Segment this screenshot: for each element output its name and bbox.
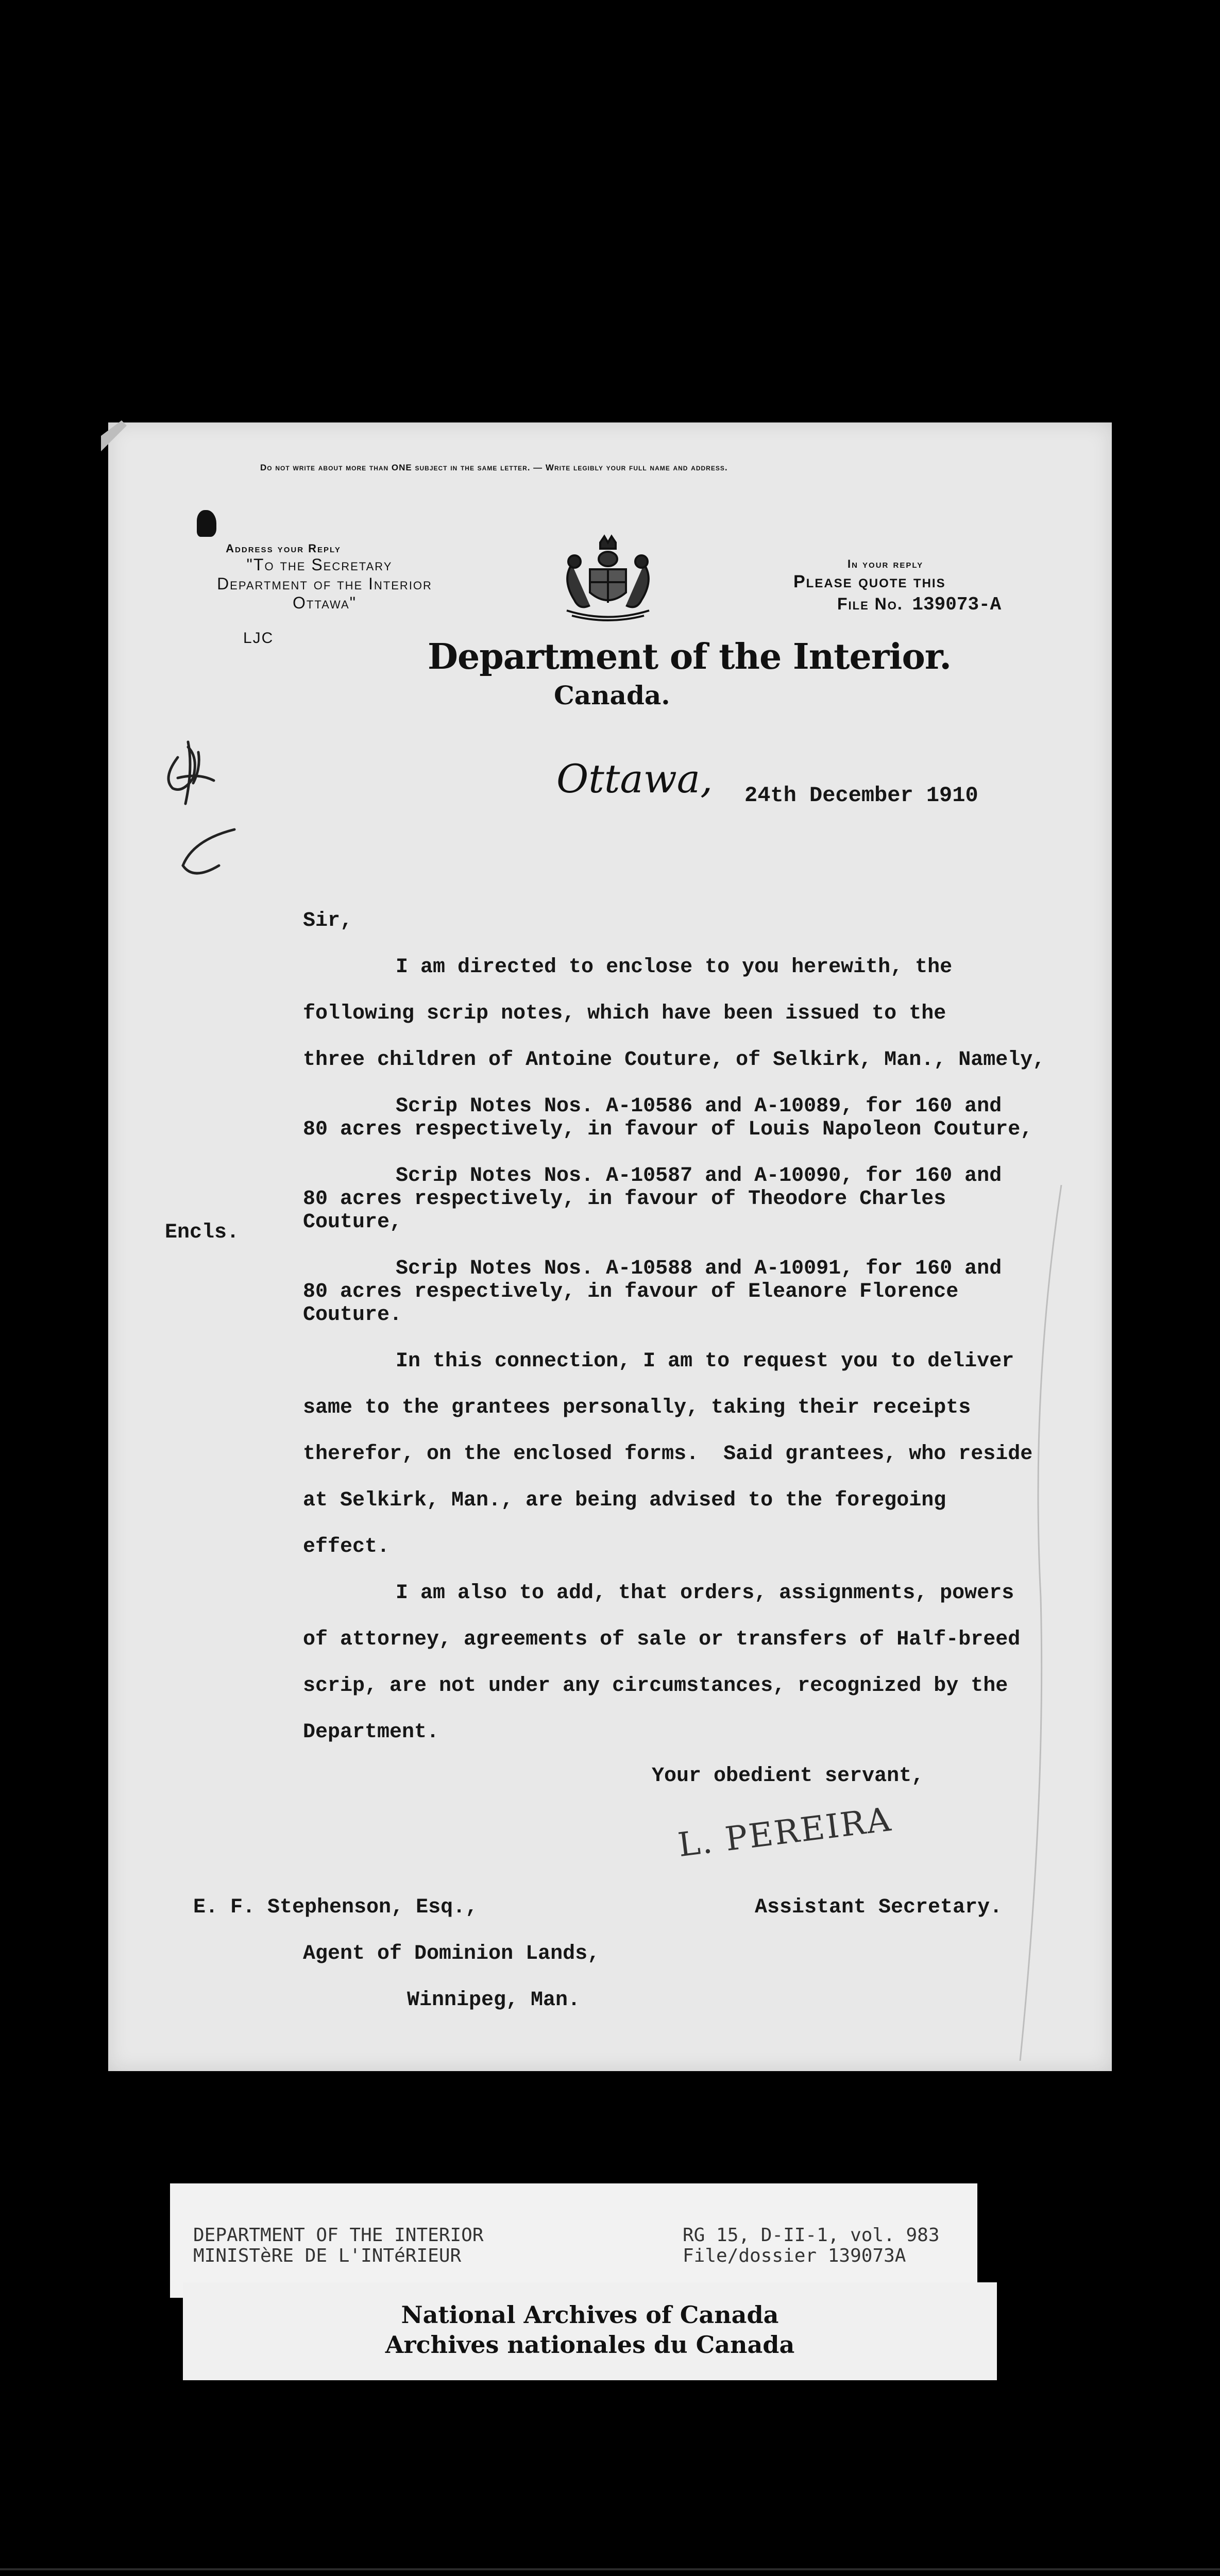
letter-date: 24th December 1910 bbox=[744, 783, 978, 808]
recipient-name: E. F. Stephenson, Esq., bbox=[193, 1896, 478, 1919]
archive-label-left-1: DEPARTMENT OF THE INTERIOR bbox=[193, 2225, 484, 2246]
letter-page bbox=[108, 422, 1112, 2071]
reply-line-2: Please quote this bbox=[793, 572, 946, 591]
archive-label-right-2: File/dossier 139073A bbox=[683, 2245, 906, 2266]
reply-block bbox=[793, 557, 1072, 615]
signer-title: Assistant Secretary. bbox=[755, 1896, 1003, 1919]
country-heading: Canada. bbox=[554, 680, 670, 710]
paragraph-2-line-5: effect. bbox=[303, 1535, 390, 1558]
address-block bbox=[165, 542, 484, 613]
address-initials: LJC bbox=[243, 630, 274, 647]
national-archives-label bbox=[183, 2282, 997, 2380]
closing: Your obedient servant, bbox=[652, 1765, 924, 1788]
top-notice: Do not write about more than ONE subject in the same letter. — Write legibly your full name and address. bbox=[260, 463, 728, 472]
address-line-1: Address your Reply bbox=[226, 542, 341, 555]
paragraph-3-line-1: I am also to add, that orders, assignments, powers bbox=[396, 1582, 1014, 1605]
archives-name-english: National Archives of Canada bbox=[401, 2301, 779, 2329]
scrip-note-3-line-1: Scrip Notes Nos. A-10588 and A-10091, for 160 and bbox=[396, 1257, 1002, 1280]
reply-line-1: In your reply bbox=[848, 557, 924, 570]
place-handwritten: Ottawa, bbox=[556, 756, 713, 802]
reply-file-label: File No. bbox=[837, 595, 903, 613]
scrip-note-3-line-3: Couture. bbox=[303, 1303, 402, 1327]
paragraph-2-line-4: at Selkirk, Man., are being advised to the foregoing bbox=[303, 1489, 946, 1512]
paper-crease bbox=[1005, 1185, 1066, 2061]
signature-stamp: L. PEREIRA bbox=[676, 1800, 894, 1865]
scrip-note-1-line-1: Scrip Notes Nos. A-10586 and A-10089, for 160 and bbox=[396, 1095, 1002, 1118]
scrip-note-2-line-3: Couture, bbox=[303, 1211, 402, 1234]
recipient-city: Winnipeg, Man. bbox=[407, 1989, 581, 2012]
coat-of-arms-emblem bbox=[551, 533, 665, 626]
scrip-note-2-line-1: Scrip Notes Nos. A-10587 and A-10090, for 160 and bbox=[396, 1164, 1002, 1188]
punch-mark bbox=[197, 510, 216, 537]
archive-label-right-1: RG 15, D-II-1, vol. 983 bbox=[683, 2225, 940, 2246]
handwritten-initials bbox=[157, 737, 260, 881]
address-line-4: Ottawa" bbox=[293, 594, 357, 612]
scrip-note-1-line-2: 80 acres respectively, in favour of Louis Napoleon Couture, bbox=[303, 1118, 1033, 1141]
archive-label-left-2: MINISTèRE DE L'INTéRIEUR bbox=[193, 2245, 462, 2266]
paragraph-2-line-3: therefor, on the enclosed forms. Said grantees, who reside bbox=[303, 1443, 1033, 1466]
archives-name-french: Archives nationales du Canada bbox=[385, 2331, 795, 2359]
paragraph-3-line-4: Department. bbox=[303, 1721, 439, 1744]
paragraph-3-line-3: scrip, are not under any circumstances, recognized by the bbox=[303, 1674, 1008, 1698]
file-number: 139073-A bbox=[912, 594, 1002, 615]
department-heading: Department of the Interior. bbox=[428, 636, 952, 677]
salutation: Sir, bbox=[303, 909, 353, 933]
paragraph-3-line-2: of attorney, agreements of sale or transfers of Half-breed bbox=[303, 1628, 1021, 1651]
address-line-2: "To the Secretary bbox=[246, 555, 393, 574]
paragraph-1-line-1: I am directed to enclose to you herewith, the bbox=[396, 956, 953, 979]
scrip-note-2-line-2: 80 acres respectively, in favour of Theodore Charles bbox=[303, 1188, 946, 1211]
paragraph-2-line-1: In this connection, I am to request you to deliver bbox=[396, 1350, 1014, 1373]
film-edge-line bbox=[0, 2568, 1220, 2570]
enclosures-label: Encls. bbox=[165, 1221, 240, 1244]
archive-reference-label bbox=[170, 2183, 977, 2298]
scrip-note-3-line-2: 80 acres respectively, in favour of Eleanore Florence bbox=[303, 1280, 959, 1303]
address-line-3: Department of the Interior bbox=[217, 574, 432, 593]
paragraph-1-line-2: following scrip notes, which have been issued to the bbox=[303, 1002, 946, 1025]
folded-corner bbox=[101, 420, 132, 451]
recipient-title: Agent of Dominion Lands, bbox=[303, 1942, 600, 1965]
paragraph-2-line-2: same to the grantees personally, taking their receipts bbox=[303, 1396, 971, 1419]
paragraph-1-line-3: three children of Antoine Couture, of Selkirk, Man., Namely, bbox=[303, 1048, 1045, 1072]
